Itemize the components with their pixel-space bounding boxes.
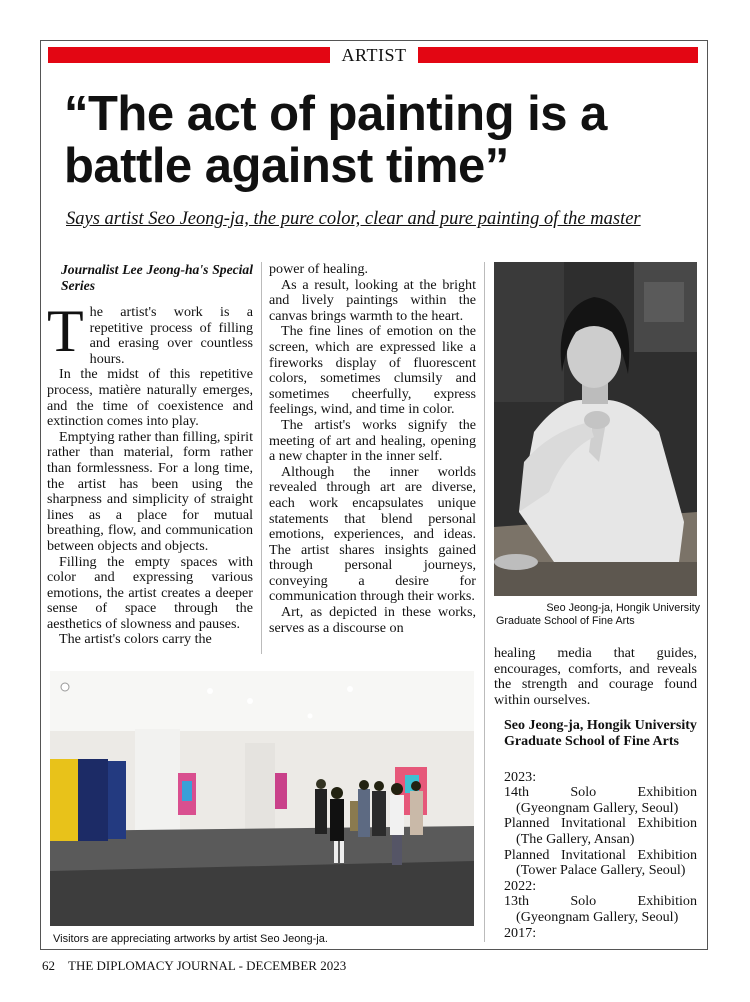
artist-portrait-photo	[494, 262, 697, 596]
article-headline: “The act of painting is a battle against time”	[64, 87, 607, 193]
portrait-caption-line: Graduate School of Fine Arts	[496, 615, 635, 627]
body-paragraph: Filling the empty spaces with color and expressing various emotions, the artist creates a deeper sense of space through the aesthetics of slowness and pauses.	[47, 553, 253, 632]
article-column-1	[47, 262, 253, 648]
portrait-caption-line: Seo Jeong-ja, Hongik University	[546, 602, 700, 614]
exhibition-history	[494, 770, 697, 942]
drop-cap: T	[47, 298, 84, 364]
bio-year: 2017:	[504, 924, 537, 941]
body-paragraph: Emptying rather than filling, spirit rather than material, form rather than formlessness. For a long time, the artist has been using the sharpness and simplicity of straight lines as a place for mutual breathing, flow, and communication between objects and objects.	[47, 428, 253, 554]
body-paragraph: Art, as depicted in these works, serves as a discourse on	[269, 604, 476, 636]
body-paragraph: The fine lines of emotion on the screen, which are expressed like a fireworks display of fluorescent colors, sometimes clumsily and sometimes cheerfully, express feelings, wind, and time in color.	[269, 323, 476, 418]
page-footer	[42, 958, 346, 974]
article-subhead: Says artist Seo Jeong-ja, the pure color, clear and pure painting of the master	[66, 209, 641, 229]
page-number: 62	[42, 958, 55, 973]
article-column-3	[494, 646, 697, 941]
bio-entry: Planned Invitational Exhibition (Tower Palace Gallery, Seoul)	[504, 846, 697, 879]
body-paragraph: The artist's works signify the meeting of art and healing, opening a new chapter in the inner self.	[269, 416, 476, 465]
byline: Journalist Lee Jeong-ha's Special Series	[61, 262, 253, 293]
body-paragraph: As a result, looking at the bright and lively paintings within the canvas brings warmth to the heart.	[269, 276, 476, 324]
publication-name: THE DIPLOMACY JOURNAL - DECEMBER 2023	[68, 958, 347, 973]
bio-heading: Seo Jeong-ja, Hongik University Graduate School of Fine Arts	[504, 718, 697, 749]
gallery-caption: Visitors are appreciating artworks by artist Seo Jeong-ja.	[53, 933, 328, 945]
body-paragraph	[47, 298, 253, 367]
column-rule	[484, 262, 485, 942]
bio-year: 2022:	[504, 877, 537, 894]
body-text: he artist's work is a repetitive process of filling and erasing over countless hours.	[89, 304, 253, 367]
article-column-2	[269, 262, 476, 636]
portrait-caption	[496, 602, 700, 628]
body-paragraph: In the midst of this repetitive process, matière naturally emerges, and the time of coexistence and extinction comes into play.	[47, 366, 253, 430]
portrait-illustration	[494, 262, 697, 596]
gallery-photo	[50, 671, 474, 926]
section-rule-left	[48, 47, 330, 63]
section-header	[48, 44, 698, 66]
section-rule-right	[418, 47, 698, 63]
body-paragraph: healing media that guides, encourages, comforts, and reveals the strength and courage found within ourselves.	[494, 645, 697, 708]
column-rule	[261, 262, 262, 654]
bio-year: 2023:	[504, 768, 537, 785]
bio-entry: 14th Solo Exhibition (Gyeongnam Gallery, Seoul)	[504, 784, 697, 816]
body-paragraph: Although the inner worlds revealed through art are diverse, each work encapsulates unique statements that blend personal emotions, experiences, and ideas. The artist shares insights gained through personal journeys, conveying a desire for communication through their works.	[269, 463, 476, 605]
body-paragraph: The artist's colors carry the	[59, 631, 212, 648]
bio-entry: Planned Invitational Exhibition (The Gallery, Ansan)	[504, 815, 697, 847]
section-label: ARTIST	[341, 45, 407, 65]
gallery-illustration	[50, 671, 474, 926]
bio-entry: 13th Solo Exhibition (Gyeongnam Gallery, Seoul)	[504, 893, 697, 925]
body-paragraph: power of healing.	[269, 261, 369, 277]
